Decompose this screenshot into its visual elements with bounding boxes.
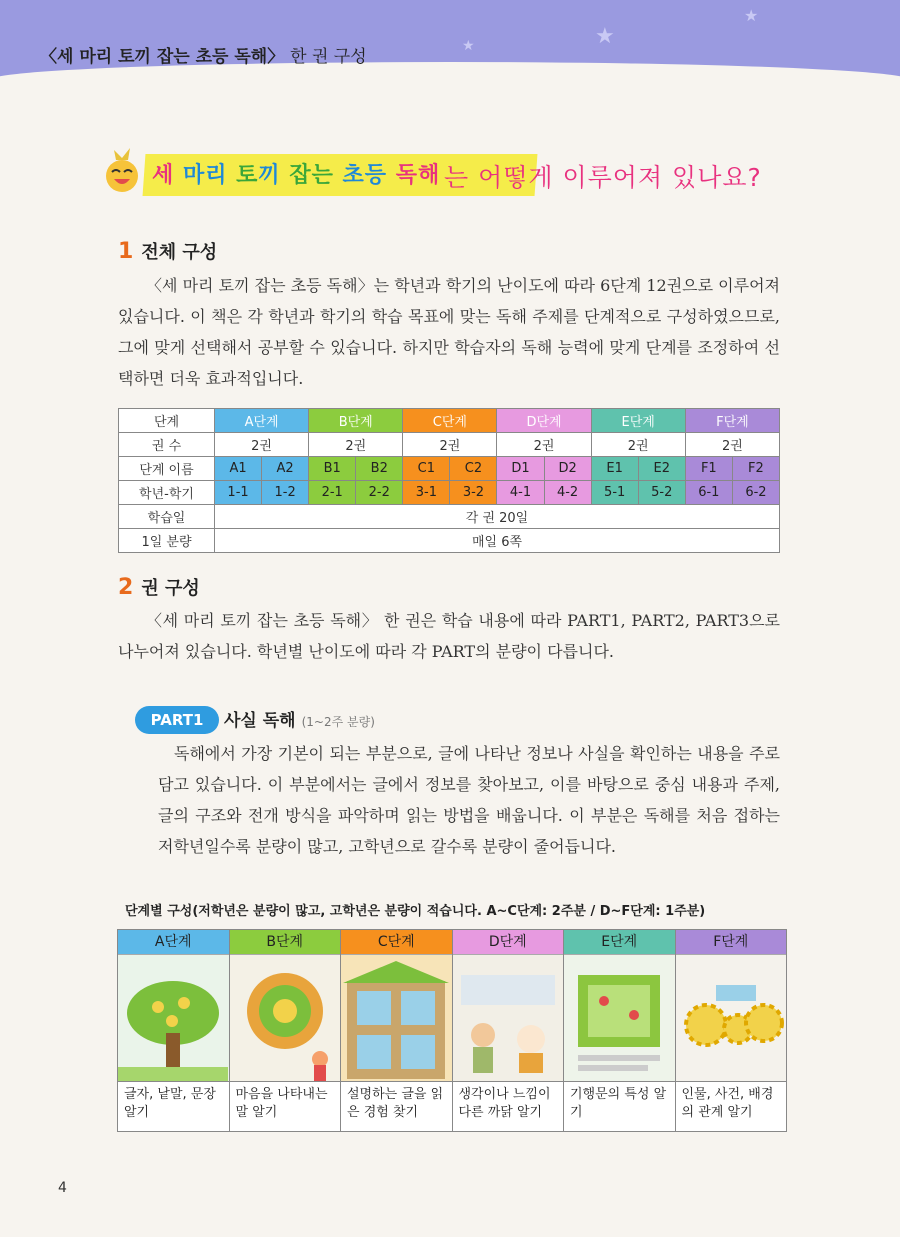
gear-icon	[676, 955, 786, 1082]
name-cell: C2	[450, 457, 497, 481]
grade-cell: 1-1	[215, 481, 262, 505]
row-label: 학습일	[119, 505, 215, 529]
grade-cell: 2-1	[309, 481, 356, 505]
tree-illustration	[118, 954, 229, 1082]
thumb-caption: 마음을 나타내는 말 알기	[235, 1087, 328, 1120]
banner-word: 잡는	[289, 163, 334, 188]
thumb-stage-label: C단계	[341, 930, 452, 954]
banner-word: 세	[152, 163, 175, 188]
volume-cell: 2권	[403, 433, 497, 457]
study-days-cell: 각 권 20일	[215, 505, 780, 529]
section2-title: 권 구성	[141, 578, 200, 599]
series-title	[40, 42, 367, 67]
section2-number: 2	[118, 575, 134, 600]
table-row	[119, 409, 780, 433]
house-illustration	[341, 954, 452, 1082]
grade-cell: 2-2	[356, 481, 403, 505]
name-cell: E1	[591, 457, 638, 481]
thumb-caption: 설명하는 글을 읽은 경험 찾기	[347, 1087, 444, 1120]
thumb-caption: 기행문의 특성 알기	[570, 1087, 667, 1120]
table-row	[119, 433, 780, 457]
stage-thumbnail	[230, 930, 342, 1131]
star-icon: ★	[462, 38, 475, 54]
name-cell: C1	[403, 457, 450, 481]
thumb-stage-label: F단계	[676, 930, 787, 954]
grade-cell: 3-2	[450, 481, 497, 505]
volume-cell: 2권	[497, 433, 591, 457]
stage-header: F단계	[685, 409, 779, 433]
star-icon: ★	[595, 24, 615, 49]
part1-range: (1~2주 분량)	[301, 715, 375, 729]
map-icon	[564, 955, 674, 1082]
stage-thumbnail-grid	[117, 929, 787, 1132]
carrot-mascot-icon	[102, 144, 142, 194]
headline-question: 는 어떻게 이루어져 있나요?	[444, 163, 762, 192]
section1-number: 1	[118, 239, 134, 264]
name-cell: D1	[497, 457, 544, 481]
banner-word: 토	[236, 163, 259, 188]
series-title-main: 〈세 마리 토끼 잡는 초등 독해〉	[40, 47, 285, 67]
gears-illustration	[676, 954, 787, 1082]
volume-cell: 2권	[591, 433, 685, 457]
volume-cell: 2권	[215, 433, 309, 457]
banner-word: 독해	[395, 163, 441, 188]
daily-amount-cell: 매일 6쪽	[215, 529, 780, 553]
part1-heading	[224, 706, 375, 731]
grade-cell: 3-1	[403, 481, 450, 505]
part1-title: 사실 독해	[224, 711, 296, 731]
section2-heading	[118, 574, 200, 600]
thumb-stage-label: A단계	[118, 930, 229, 954]
headline	[102, 142, 802, 202]
stage-table	[118, 408, 780, 553]
stage-header: D단계	[497, 409, 591, 433]
section1-title: 전체 구성	[141, 242, 218, 263]
series-title-sub: 한 권 구성	[290, 47, 367, 67]
table-row	[119, 529, 780, 553]
part1-body: 독해에서 가장 기본이 되는 부분으로, 글에 나타난 정보나 사실을 확인하는 내용을 주로 담고 있습니다. 이 부분에서는 글에서 정보를 찾아보고, 이를 바탕으로 중심 내용과 주제, 글의 구조와 전개 방식을 파악하며 읽는 방법을 배웁니다. 이 부분은 독해를 처음 접하는 저학년일수록 분량이 많고, 고학년으로 갈수록 분량이 줄어듭니다.	[158, 744, 780, 856]
house-icon	[341, 955, 451, 1082]
name-cell: A2	[262, 457, 309, 481]
name-cell: E2	[638, 457, 685, 481]
stage-thumbnail	[676, 930, 787, 1131]
thumb-caption: 생각이나 느낌이 다른 까닭 알기	[458, 1087, 551, 1120]
stage-thumbnail	[118, 930, 230, 1131]
name-cell: F1	[685, 457, 732, 481]
thumb-caption: 인물, 사건, 배경의 관계 알기	[681, 1087, 774, 1120]
thumb-stage-label: B단계	[230, 930, 341, 954]
row-label: 권 수	[119, 433, 215, 457]
wheel-icon	[230, 955, 340, 1082]
banner-word: 초등	[342, 163, 388, 188]
banner-word: 끼	[258, 163, 281, 188]
grade-cell: 5-1	[591, 481, 638, 505]
stage-header: E단계	[591, 409, 685, 433]
name-cell: F2	[732, 457, 779, 481]
table-row	[119, 481, 780, 505]
grade-cell: 4-2	[544, 481, 591, 505]
thumb-stage-label: D단계	[453, 930, 564, 954]
name-cell: D2	[544, 457, 591, 481]
name-cell: B1	[309, 457, 356, 481]
part1-badge: PART1	[135, 706, 219, 734]
stage-thumbnail	[341, 930, 453, 1131]
people-icon	[453, 955, 563, 1082]
grade-cell: 5-2	[638, 481, 685, 505]
page-number: 4	[58, 1180, 67, 1196]
volume-cell: 2권	[685, 433, 779, 457]
stage-header: C단계	[403, 409, 497, 433]
wheel-illustration	[230, 954, 341, 1082]
grade-cell: 6-1	[685, 481, 732, 505]
table-row	[119, 457, 780, 481]
volume-cell: 2권	[309, 433, 403, 457]
row-label: 학년-학기	[119, 481, 215, 505]
row-label: 단계	[119, 409, 215, 433]
stage-caption: 단계별 구성(저학년은 분량이 많고, 고학년은 분량이 적습니다. A~C단계: 2주분 / D~F단계: 1주분)	[125, 904, 706, 919]
star-icon: ★	[744, 6, 759, 25]
stage-header: A단계	[215, 409, 309, 433]
stage-thumbnail	[564, 930, 676, 1131]
name-cell: A1	[215, 457, 262, 481]
stage-thumbnail	[453, 930, 565, 1131]
stage-header: B단계	[309, 409, 403, 433]
map-illustration	[564, 954, 675, 1082]
name-cell: B2	[356, 457, 403, 481]
row-label: 단계 이름	[119, 457, 215, 481]
tree-icon	[118, 955, 228, 1082]
grade-cell: 6-2	[732, 481, 779, 505]
grade-cell: 4-1	[497, 481, 544, 505]
section2-body: 〈세 마리 토끼 잡는 초등 독해〉 한 권은 학습 내용에 따라 PART1, PART2, PART3으로 나누어져 있습니다. 학년별 난이도에 따라 각 PART의 분량이 다릅니다.	[118, 611, 780, 661]
people-illustration	[453, 954, 564, 1082]
section1-heading	[118, 238, 217, 264]
banner-word: 마리	[182, 163, 228, 188]
row-label: 1일 분량	[119, 529, 215, 553]
thumb-caption: 글자, 낱말, 문장 알기	[124, 1087, 216, 1120]
grade-cell: 1-2	[262, 481, 309, 505]
table-row	[119, 505, 780, 529]
headline-banner-text	[152, 158, 440, 189]
thumb-stage-label: E단계	[564, 930, 675, 954]
section1-body: 〈세 마리 토끼 잡는 초등 독해〉는 학년과 학기의 난이도에 따라 6단계 12권으로 이루어져 있습니다. 이 책은 각 학년과 학기의 학습 목표에 맞는 독해 주제를 단계적으로 구성하였으므로, 그에 맞게 선택해서 공부할 수 있습니다. 하지만 학습자의 독해 능력에 맞게 단계를 조정하여 선택하면 더욱 효과적입니다.	[118, 276, 780, 388]
